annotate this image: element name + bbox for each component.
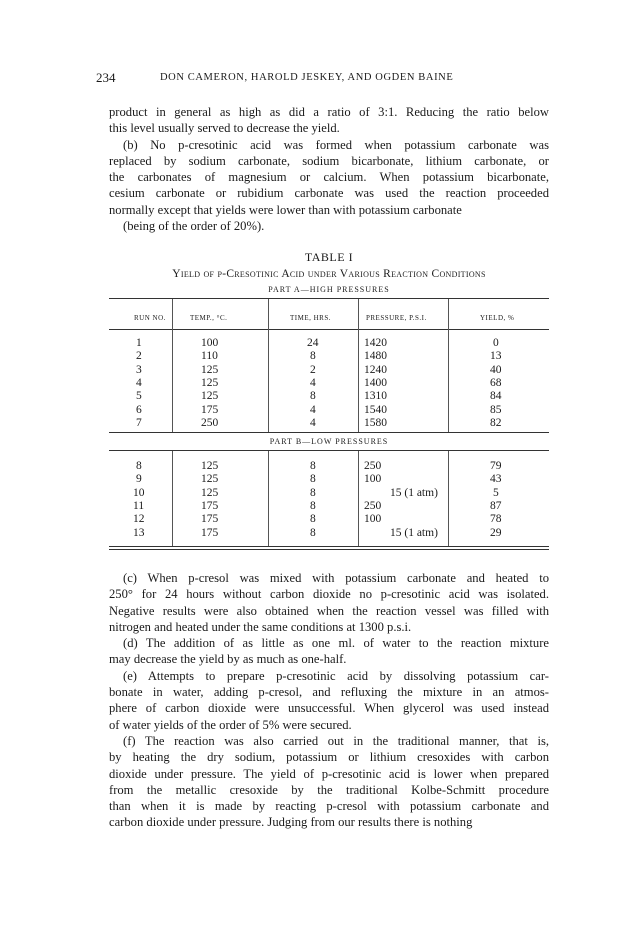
- table-cell: 1480: [364, 350, 387, 363]
- table-cell: 78: [490, 513, 502, 526]
- text-line: by heating the dry sodium, potassium or lithium cresoxides with carbon: [109, 750, 549, 765]
- table-cell: 250: [364, 460, 382, 472]
- table-header-cell: PRESSURE, P.S.I.: [366, 314, 427, 322]
- table-column-divider: [358, 451, 359, 546]
- table-rule-bottom: [109, 546, 549, 547]
- text-line: of water yields of the order of 5% were secured.: [109, 717, 352, 732]
- table-cell: 125: [201, 473, 219, 486]
- table-cell: 4: [310, 403, 316, 416]
- text-line: bonate in water, adding p-cresol, and refluxing the mixture in an atmos-: [109, 685, 549, 700]
- text-line: (d) The addition of as little as one ml. of water to the reaction mixture: [123, 636, 549, 651]
- table-cell: 250: [364, 499, 382, 512]
- text-line: nitrogen and heated under the same conditions at 1300 p.s.i.: [109, 619, 412, 634]
- table-cell: 8: [310, 390, 316, 403]
- text-line: from the metallic cresoxide by the traditional Kolbe-Schmitt procedure: [109, 782, 549, 797]
- table-cell: 2: [310, 363, 316, 376]
- table-cell: 4: [136, 376, 142, 389]
- text-line: Negative results were also obtained when the reaction vessel was filled with: [109, 603, 549, 618]
- table-cell: 84: [490, 390, 502, 403]
- table-rule-part-b-start: [109, 450, 549, 451]
- table-cell: 1310: [364, 390, 387, 403]
- table-cell: 12: [133, 513, 145, 526]
- table-cell: 8: [136, 460, 142, 472]
- table-cell: 175: [201, 499, 219, 512]
- table-cell: 175: [201, 403, 219, 416]
- table-cell: 8: [310, 499, 316, 512]
- table-header-cell: YIELD, %: [480, 314, 515, 322]
- table-cell: 125: [201, 460, 219, 472]
- text-line: (c) When p-cresol was mixed with potassium carbonate and heated to: [123, 571, 549, 585]
- table-title: Yield of p-Cresotinic Acid under Various Reaction Conditions: [172, 268, 486, 280]
- table-label: TABLE I: [304, 250, 354, 264]
- paragraph-top: [109, 104, 549, 234]
- table-cell: 1400: [364, 376, 387, 389]
- table-cell: 29: [490, 526, 502, 539]
- table-cell: 2: [136, 350, 142, 363]
- table-cell: 0: [493, 337, 499, 349]
- table-cell: 6: [136, 403, 142, 416]
- table-column-divider: [268, 299, 269, 432]
- table-cell: 3: [136, 363, 142, 376]
- table-cell: 1: [136, 337, 142, 349]
- table-column-divider: [172, 451, 173, 546]
- text-line: replaced by sodium carbonate, sodium bicarbonate, lithium carbonate, or: [109, 153, 549, 168]
- table-cell: 8: [310, 513, 316, 526]
- table-cell: 100: [201, 337, 219, 349]
- table-cell: 10: [133, 486, 145, 499]
- table-column-divider: [268, 451, 269, 546]
- text-line: than when it is made by reacting p-cresol with potassium carbonate and: [109, 799, 549, 814]
- text-line: 250° for 24 hours without carbon dioxide no p-cresotinic acid was isolated.: [109, 587, 549, 602]
- table-cell: 1240: [364, 363, 387, 376]
- table-cell: 125: [201, 363, 219, 376]
- table-cell: 125: [201, 390, 219, 403]
- table-cell: 4: [310, 416, 316, 429]
- table-cell: 175: [201, 526, 219, 539]
- table-cell: 100: [364, 513, 382, 526]
- text-line: the carbonates of magnesium or calcium. When potassium bicarbonate,: [109, 170, 549, 185]
- table-cell: 250: [201, 416, 219, 429]
- table-cell: 8: [310, 473, 316, 486]
- table-cell: 13: [490, 350, 502, 363]
- table-cell: 7: [136, 416, 142, 429]
- text-line: product in general as high as did a ratio of 3:1. Reducing the ratio below: [109, 105, 549, 119]
- table-cell: 43: [490, 473, 502, 486]
- table-cell: 68: [490, 376, 502, 389]
- running-authors: DON CAMERON, HAROLD JESKEY, AND OGDEN BAINE: [160, 72, 454, 83]
- table-cell: 79: [490, 460, 502, 472]
- table-cell: 8: [310, 486, 316, 499]
- table-cell: 5: [493, 486, 499, 499]
- table-cell: 85: [490, 403, 502, 416]
- table-cell: 11: [133, 499, 145, 512]
- text-line: phere of carbon dioxide were unsuccessful. When glycerol was used instead: [109, 701, 549, 716]
- table-cell: 125: [201, 376, 219, 389]
- text-line: normally except that yields were lower than with potassium carbonate: [109, 202, 462, 217]
- table-cell: 4: [310, 376, 316, 389]
- paragraph-bottom: [109, 570, 549, 831]
- table-cell: 175: [201, 513, 219, 526]
- page-number: 234: [96, 70, 116, 85]
- table-rule-top: [109, 298, 549, 299]
- table-cell: 40: [490, 363, 502, 376]
- table-column-divider: [172, 299, 173, 432]
- table-rule-header: [109, 329, 549, 330]
- table-cell: 8: [310, 350, 316, 363]
- text-line: (e) Attempts to prepare p-cresotinic acid by dissolving potassium car-: [123, 668, 549, 683]
- table-column-divider: [448, 451, 449, 546]
- running-header: [96, 70, 556, 86]
- text-line: this level usually served to decrease the yield.: [109, 121, 340, 136]
- table-cell: 1420: [364, 337, 387, 349]
- table-cell: 24: [307, 337, 319, 349]
- table-rule-bottom-double: [109, 549, 549, 550]
- table-cell: 125: [201, 486, 219, 499]
- table-cell: 87: [490, 499, 502, 512]
- table-cell: 8: [310, 460, 316, 472]
- table-cell: 1580: [364, 416, 387, 429]
- text-line: (being of the order of 20%).: [123, 219, 265, 234]
- table-cell: 8: [310, 526, 316, 539]
- table-header-cell: RUN NO.: [134, 314, 166, 322]
- text-line: (b) No p-cresotinic acid was formed when potassium carbonate was: [123, 137, 549, 152]
- text-line: dioxide under pressure. The yield of p-cresotinic acid is lower when prepared: [109, 766, 549, 781]
- table-column-divider: [358, 299, 359, 432]
- text-line: cesium carbonate or rubidium carbonate was used the reaction proceeded: [109, 186, 549, 201]
- table-cell: 15 (1 atm): [390, 526, 438, 539]
- text-line: (f) The reaction was also carried out in the traditional manner, that is,: [123, 733, 549, 748]
- table-cell: 15 (1 atm): [390, 486, 438, 499]
- table-cell: 82: [490, 416, 502, 429]
- table-cell: 110: [201, 350, 218, 363]
- table-cell: 100: [364, 473, 382, 486]
- table-part-a-title: PART A—HIGH PRESSURES: [268, 285, 390, 294]
- table-cell: 13: [133, 526, 145, 539]
- table-cell: 5: [136, 390, 142, 403]
- table-part-b-title: PART B—LOW PRESSURES: [269, 437, 389, 446]
- text-line: may decrease the yield by as much as one-half.: [109, 652, 347, 667]
- table-header-cell: TIME, HRS.: [290, 314, 331, 322]
- table-cell: 1540: [364, 403, 387, 416]
- text-line: carbon dioxide under pressure. Judging from our results there is nothing: [109, 815, 473, 830]
- table-header-cell: TEMP., °C.: [190, 314, 228, 322]
- table-rule-part-a-end: [109, 432, 549, 433]
- table-cell: 9: [136, 473, 142, 486]
- table-column-divider: [448, 299, 449, 432]
